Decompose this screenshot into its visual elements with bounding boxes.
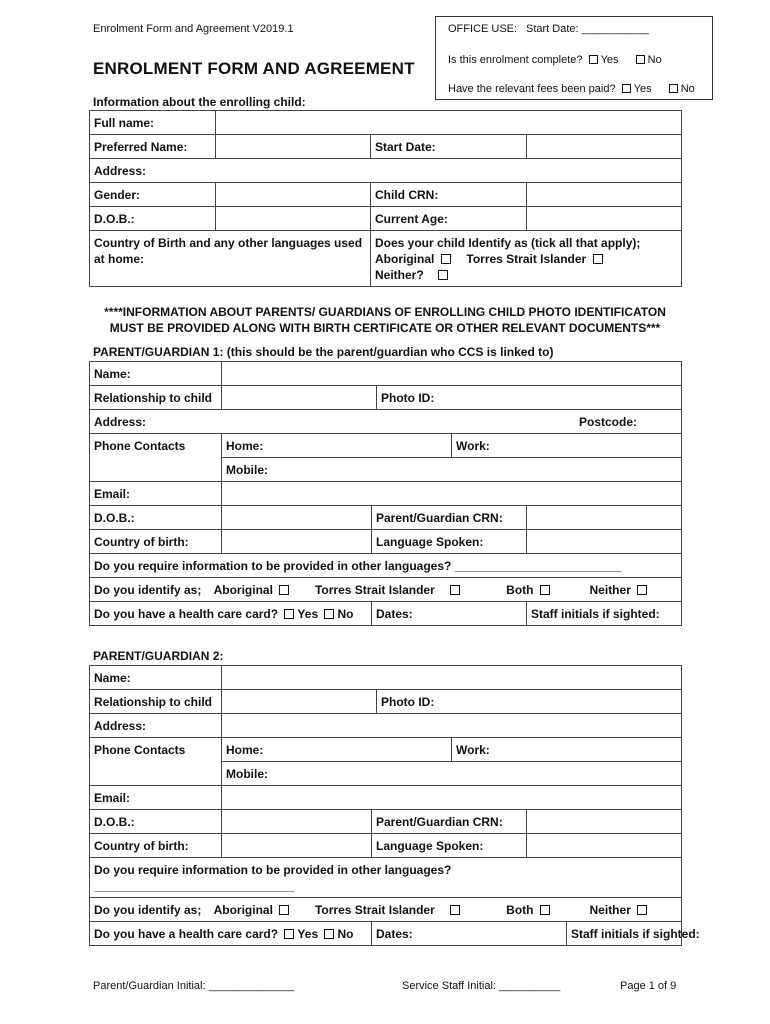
pg1-email-label: Email: — [90, 482, 222, 506]
child-aboriginal-checkbox[interactable] — [441, 254, 451, 264]
pg1-dates-label: Dates: — [376, 606, 413, 621]
gender-field[interactable] — [216, 183, 371, 207]
pg2-phone-label: Phone Contacts — [90, 738, 222, 786]
pg2-crn-label: Parent/Guardian CRN: — [372, 810, 527, 834]
pg2-language-label: Language Spoken: — [372, 834, 527, 858]
pg2-torres-checkbox[interactable] — [450, 905, 460, 915]
preferred-name-field[interactable] — [216, 135, 371, 159]
pg1-aboriginal-checkbox[interactable] — [279, 585, 289, 595]
pg1-health-yes-checkbox[interactable] — [284, 609, 294, 619]
country-of-birth-field[interactable] — [90, 231, 371, 287]
pg1-mobile-label: Mobile: — [226, 462, 268, 477]
child-address-field[interactable] — [90, 159, 682, 183]
complete-no-checkbox[interactable] — [636, 55, 645, 64]
parent-initial-footer: Parent/Guardian Initial: ______________ — [93, 980, 295, 992]
pg2-relationship-field[interactable] — [222, 690, 377, 714]
pg1-health-card-cell: Do you have a health care card? Yes No — [90, 602, 372, 626]
pg1-staff-initials-field[interactable] — [527, 602, 682, 626]
fees-no-checkbox[interactable] — [669, 84, 678, 93]
pg2-dates-field[interactable] — [372, 922, 567, 946]
child-crn-field[interactable] — [527, 183, 682, 207]
pg1-relationship-field[interactable] — [222, 386, 377, 410]
pg2-address-label: Address: — [90, 714, 222, 738]
child-info-table — [89, 110, 682, 287]
pg2-language-field[interactable] — [527, 834, 682, 858]
office-use-box — [435, 16, 713, 100]
child-dob-label: D.O.B.: — [90, 207, 216, 231]
pg2-crn-field[interactable] — [527, 810, 682, 834]
pg1-country-label: Country of birth: — [90, 530, 222, 554]
pg2-health-card-cell: Do you have a health care card? Yes No — [90, 922, 372, 946]
pg2-home-label: Home: — [226, 742, 264, 757]
pg1-other-languages-question: Do you require information to be provided in other languages? _________________________ — [94, 558, 622, 573]
form-version: Enrolment Form and Agreement V2019.1 — [93, 23, 294, 35]
pg1-heading: PARENT/GUARDIAN 1: (this should be the parent/guardian who CCS is linked to) — [93, 345, 554, 359]
complete-yes-checkbox[interactable] — [589, 55, 598, 64]
pg1-name-field[interactable] — [222, 362, 682, 386]
pg1-work-label: Work: — [456, 438, 490, 453]
pg2-photo-id-label: Photo ID: — [381, 694, 435, 709]
pg1-neither-checkbox[interactable] — [637, 585, 647, 595]
pg1-language-field[interactable] — [527, 530, 682, 554]
pg2-health-yes-checkbox[interactable] — [284, 929, 294, 939]
current-age-field[interactable] — [527, 207, 682, 231]
pg1-email-field[interactable] — [222, 482, 682, 506]
pg1-torres-checkbox[interactable] — [450, 585, 460, 595]
pg2-staff-initials-field[interactable] — [567, 922, 700, 946]
pg2-name-label: Name: — [90, 666, 222, 690]
pg2-aboriginal-checkbox[interactable] — [279, 905, 289, 915]
gender-label: Gender: — [90, 183, 216, 207]
pg2-mobile-field[interactable] — [222, 762, 682, 786]
pg2-dob-field[interactable] — [222, 810, 372, 834]
pg2-address-field[interactable] — [222, 714, 682, 738]
pg1-relationship-label: Relationship to child — [90, 386, 222, 410]
staff-initial-footer: Service Staff Initial: __________ — [402, 980, 561, 992]
pg2-neither-checkbox[interactable] — [637, 905, 647, 915]
page-number: Page 1 of 9 — [620, 980, 677, 992]
child-torres-checkbox[interactable] — [593, 254, 603, 264]
preferred-name-label: Preferred Name: — [90, 135, 216, 159]
office-start-date: Start Date: ___________ — [526, 23, 649, 35]
pg1-address-field[interactable] — [90, 410, 682, 434]
pg1-dob-field[interactable] — [222, 506, 372, 530]
pg1-language-label: Language Spoken: — [372, 530, 527, 554]
pg1-home-phone-field[interactable] — [222, 434, 452, 458]
pg1-postcode-label: Postcode: — [578, 414, 637, 429]
pg1-mobile-field[interactable] — [222, 458, 682, 482]
pg1-crn-label: Parent/Guardian CRN: — [372, 506, 527, 530]
pg2-country-field[interactable] — [222, 834, 372, 858]
pg2-staff-initials-label: Staff initials if sighted: — [571, 926, 700, 941]
pg2-other-languages-question: Do you require information to be provided in other languages? — [94, 863, 452, 877]
page-title: ENROLMENT FORM AND AGREEMENT — [93, 59, 415, 78]
pg1-table — [89, 361, 682, 626]
child-crn-label: Child CRN: — [371, 183, 527, 207]
pg2-dates-label: Dates: — [376, 926, 413, 941]
pg1-photo-id-field[interactable] — [377, 386, 682, 410]
pg2-dob-label: D.O.B.: — [90, 810, 222, 834]
child-address-label: Address: — [94, 163, 147, 178]
full-name-label: Full name: — [90, 111, 216, 135]
pg2-work-label: Work: — [456, 742, 490, 757]
pg2-other-languages-line: ______________________________ — [94, 879, 295, 893]
pg1-address-label: Address: — [94, 414, 147, 429]
current-age-label: Current Age: — [371, 207, 527, 231]
child-start-date-field[interactable] — [527, 135, 682, 159]
child-identify-question: Does your child Identify as (tick all that apply); — [375, 236, 641, 250]
pg1-phone-label: Phone Contacts — [90, 434, 222, 482]
pg2-identify-row: Do you identify as; Aboriginal Torres Strait Islander Both Neither — [90, 898, 682, 922]
pg2-other-languages-field[interactable] — [90, 858, 682, 898]
pg1-health-no-checkbox[interactable] — [324, 609, 334, 619]
pg1-dates-field[interactable] — [372, 602, 527, 626]
pg1-photo-id-label: Photo ID: — [381, 390, 435, 405]
pg2-table — [89, 665, 700, 946]
full-name-field[interactable] — [216, 111, 682, 135]
pg1-other-languages-field[interactable] — [90, 554, 682, 578]
pg2-email-label: Email: — [90, 786, 222, 810]
child-section-heading: Information about the enrolling child: — [93, 95, 306, 109]
pg1-staff-initials-label: Staff initials if sighted: — [531, 606, 660, 621]
child-dob-field[interactable] — [216, 207, 371, 231]
pg2-name-field[interactable] — [222, 666, 682, 690]
pg2-email-field[interactable] — [222, 786, 682, 810]
pg1-work-phone-field[interactable] — [452, 434, 682, 458]
fees-paid-question: Have the relevant fees been paid? Yes No — [448, 83, 695, 95]
fees-yes-checkbox[interactable] — [622, 84, 631, 93]
office-use-label: OFFICE USE: — [448, 23, 518, 35]
pg2-work-phone-field[interactable] — [452, 738, 682, 762]
pg1-country-field[interactable] — [222, 530, 372, 554]
pg2-photo-id-field[interactable] — [377, 690, 682, 714]
pg2-heading: PARENT/GUARDIAN 2: — [93, 649, 224, 663]
pg1-home-label: Home: — [226, 438, 264, 453]
pg1-both-checkbox[interactable] — [540, 585, 550, 595]
pg2-mobile-label: Mobile: — [226, 766, 268, 781]
pg1-crn-field[interactable] — [527, 506, 682, 530]
pg1-dob-label: D.O.B.: — [90, 506, 222, 530]
pg2-relationship-label: Relationship to child — [90, 690, 222, 714]
child-neither-checkbox[interactable] — [438, 270, 448, 280]
pg2-health-no-checkbox[interactable] — [324, 929, 334, 939]
child-identify-cell: Does your child Identify as (tick all that apply); Aboriginal Torres Strait Islander Neither? — [371, 231, 682, 287]
country-of-birth-label: Country of Birth and any other languages used at home: — [94, 236, 363, 266]
pg1-identify-row: Do you identify as; Aboriginal Torres Strait Islander Both Neither — [90, 578, 682, 602]
enrolment-complete-question: Is this enrolment complete? Yes No — [448, 54, 662, 66]
pg1-name-label: Name: — [90, 362, 222, 386]
pg2-country-label: Country of birth: — [90, 834, 222, 858]
parent-notice: ****INFORMATION ABOUT PARENTS/ GUARDIANS OF ENROLLING CHILD PHOTO IDENTIFICATON MUST BE PROVIDED ALONG WITH BIRTH CERTIFICATE OR OTHER RELEVANT DOCUMENTS*** — [104, 305, 666, 335]
pg2-both-checkbox[interactable] — [540, 905, 550, 915]
child-start-date-label: Start Date: — [371, 135, 527, 159]
pg2-home-phone-field[interactable] — [222, 738, 452, 762]
